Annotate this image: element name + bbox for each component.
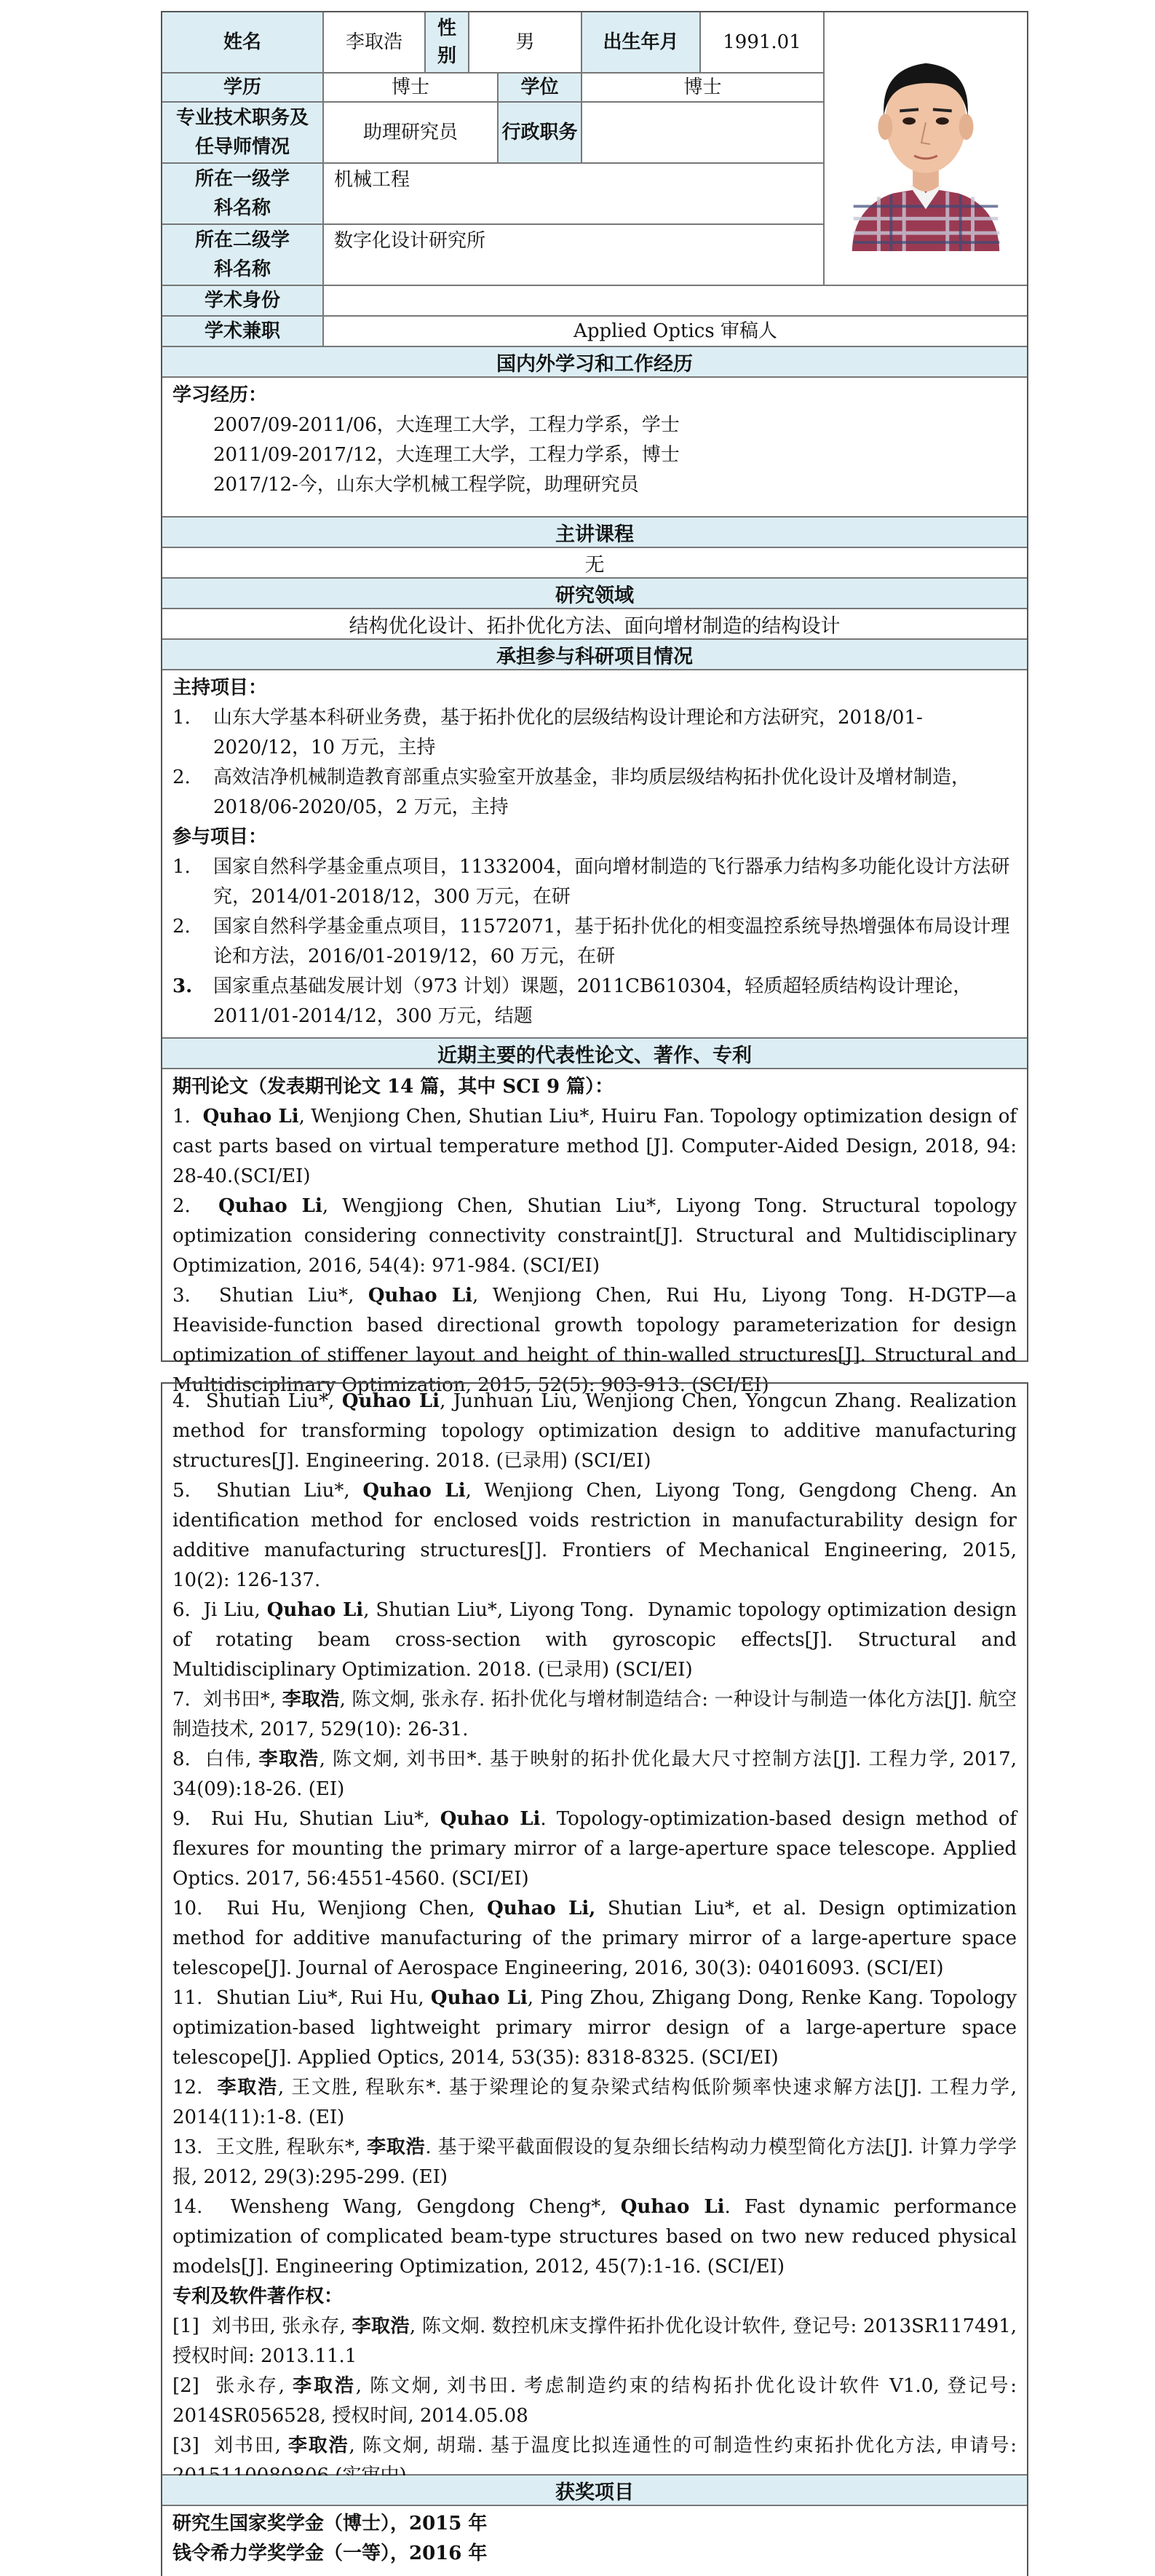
paper-item: 10. Rui Hu, Wenjiong Chen, Quhao Li, Shutian Liu*, et al. Design optimization method for additive manufacturing of the primary mirror of a large-aperture space telescope[J]. Journal of Aerospace Engineering, 2016, 30(3): 04016093. (SCI/EI): [172, 1898, 1017, 1979]
name-value: 李取浩: [322, 12, 424, 72]
birth-value: 1991.01: [699, 12, 823, 72]
experience-header: 国内外学习和工作经历: [162, 347, 1027, 378]
patent-item: [3] 刘书田, 李取浩, 陈文炯, 胡瑞. 基于温度比拟连通性的可制造性约束拓扑优化方法, 申请号:: [172, 2435, 1017, 2457]
paper-item: 7. 刘书田*, 李取浩, 陈文炯, 张永存. 拓扑优化与增材制造结合: 一种设计与制造一体化方法[J]. 航空制造技术, 2017, 529(10): 26-31.: [172, 1689, 1017, 1740]
join-projects-label: 参与项目：: [172, 826, 268, 848]
paper-item: 13. 王文胜, 程耿东*, 李取浩. 基于梁平截面假设的复杂细长结构动力模型简化方法[J]. 计算力学学报, 2012, 29(3):295-299. (EI): [172, 2136, 1017, 2188]
paper-item: 3. Shutian Liu*, Quhao Li, Wenjiong Chen, Rui Hu, Liyong Tong. H-DGTP—a Heaviside-function based directional growth topology parameterization for design optimization of stiffener layout and height of thin-walled structures[J]. Structural and Multidisciplinary Optimization, 2015, 52(5): 903-913. (SCI/EI): [172, 1285, 1017, 1396]
papers-section-page-2: [162, 1384, 1027, 2476]
discipline1-value: 机械工程: [322, 164, 823, 223]
paper-item: 5. Shutian Liu*, Quhao Li, Wenjiong Chen, Liyong Tong, Gengdong Cheng. An identification method for enclosed voids restriction in manufacturability design for additive manufacturing structures[J]. Frontiers of Mechanical Engineering, 2015, 10(2): 126-137.: [172, 1480, 1017, 1591]
admin-label: 行政职务: [497, 103, 581, 162]
projects-header: 承担参与科研项目情况: [162, 640, 1027, 670]
gender-label: 性别: [424, 12, 468, 72]
academic-post-label: 学术兼职: [162, 317, 322, 346]
academic-post-value: Applied Optics 审稿人: [322, 317, 1027, 346]
project-item: 1. 山东大学基本科研业务费，基于拓扑优化的层级结构设计理论和方法研究，2018/01-2020/12，10 万元，主持: [172, 707, 923, 758]
paper-item: 9. Rui Hu, Shutian Liu*, Quhao Li. Topology-optimization-based design method of flexures for mounting the primary mirror of a large-aperture space telescope. Applied Optics. 2017, 56:4551-4560. (SCI/EI): [172, 1808, 1017, 1890]
academic-status-label: 学术身份: [162, 286, 322, 315]
project-item: 2. 高效洁净机械制造教育部重点实验室开放基金，非均质层级结构拓扑优化设计及增材制造，2018/06-2020/05，2 万元，主持: [172, 766, 971, 818]
experience-item: 2011/09-2017/12，大连理工大学，工程力学系，博士: [213, 444, 680, 466]
birth-label: 出生年月: [581, 12, 699, 72]
degree-label: 学位: [497, 74, 581, 101]
patent-item: [2] 张永存, 李取浩, 陈文炯, 刘书田. 考虑制造约束的结构拓扑优化设计软件 V1.0, 登记号: 2014SR056528, 授权时间, 2014.05.08: [172, 2375, 1017, 2427]
papers-section-page-1: [162, 1069, 1027, 1396]
title-label: 专业技术职务及任导师情况: [162, 103, 322, 162]
courses-value: 无: [162, 548, 1027, 579]
paper-item: 6. Ji Liu, Quhao Li, Shutian Liu*, Liyong Tong．Dynamic topology optimization design of rotating beam cross-section with gyroscopic effects[J]. Structural and Multidisciplinary Optimization. 2018. (已录用) (SCI/EI): [172, 1599, 1017, 1681]
paper-item: 14. Wensheng Wang, Gengdong Cheng*, Quhao Li. Fast dynamic performance optimization of complicated beam-type structures based on two new reduced physical models[J]. Engineering Optimization, 2012, 45(7):1-16. (SCI/EI): [172, 2196, 1017, 2278]
experience-section: [162, 378, 1027, 518]
patents-label: 专利及软件著作权：: [172, 2286, 344, 2307]
paper-item: 12. 李取浩, 王文胜, 程耿东*. 基于梁理论的复杂梁式结构低阶频率快速求解方法[J]. 工程力学, 2014(11):1-8. (EI): [172, 2077, 1017, 2128]
patent-item: [1] 刘书田, 张永存, 李取浩, 陈文炯. 数控机床支撑件拓扑优化设计软件, 登记号: 2013SR117491, 授权时间: 2013.11.1: [172, 2315, 1017, 2367]
paper-item: 4. Shutian Liu*, Quhao Li, Junhuan Liu, Wenjiong Chen, Yongcun Zhang. Realization method for transforming topology optimization design to additive manufacturing structures[J]. Engineering. 2018. (已录用) (SCI/EI): [172, 1390, 1017, 1472]
discipline1-label: 所在一级学科名称: [162, 164, 322, 223]
education-label: 学历: [162, 74, 322, 101]
research-value: 结构优化设计、拓扑优化方法、面向增材制造的结构设计: [162, 609, 1027, 640]
paper-item: 1. Quhao Li, Wenjiong Chen, Shutian Liu*, Huiru Fan. Topology optimization design of cast parts based on virtual temperature method [J]. Computer-Aided Design, 2018, 94: 28-40.(SCI/EI): [172, 1106, 1017, 1187]
award-item: 钱令希力学奖学金（一等），2016 年: [172, 2543, 488, 2564]
person-photo: [825, 12, 1027, 285]
awards-section: [162, 2506, 1027, 2576]
project-item: 1. 国家自然科学基金重点项目，11332004，面向增材制造的飞行器承力结构多功能化设计方法研究，2014/01-2018/12，300 万元，在研: [172, 856, 1010, 908]
degree-value: 博士: [581, 74, 823, 101]
award-item: 研究生国家奖学金（博士），2015 年: [172, 2513, 488, 2535]
journal-papers-label: 期刊论文（发表期刊论文 14 篇，其中 SCI 9 篇）：: [172, 1076, 614, 1098]
papers-header: 近期主要的代表性论文、著作、专利: [162, 1039, 1027, 1069]
gender-value: 男: [468, 12, 581, 72]
awards-header: 获奖项目: [162, 2476, 1027, 2506]
row-academic-post: [162, 317, 1027, 347]
resume-table-page-1: [161, 11, 1028, 1396]
resume-table-page-2: [161, 1382, 1028, 2576]
academic-status-value: [322, 286, 1027, 315]
project-item: 3. 国家重点基础发展计划（973 计划）课题，2011CB610304，轻质超轻质结构设计理论，2011/01-2014/12，300 万元，结题: [172, 975, 972, 1027]
projects-section: [162, 670, 1027, 1039]
paper-item: 2. Quhao Li, Wengjiong Chen, Shutian Liu*, Liyong Tong. Structural topology optimization considering connectivity constraint[J]. Structural and Multidisciplinary Optimization, 2016, 54(4): 971-984. (SCI/EI): [172, 1195, 1017, 1277]
title-value: 助理研究员: [322, 103, 497, 162]
admin-value: [581, 103, 823, 162]
experience-item: 2017/12-今，山东大学机械工程学院，助理研究员: [213, 474, 639, 496]
research-header: 研究领域: [162, 579, 1027, 609]
project-item: 2. 国家自然科学基金重点项目，11572071，基于拓扑优化的相变温控系统导热增强体布局设计理论和方法，2016/01-2019/12，60 万元，在研: [172, 916, 1010, 967]
name-label: 姓名: [162, 12, 322, 72]
discipline2-value: 数字化设计研究所: [322, 225, 823, 285]
row-academic-status: [162, 286, 1027, 317]
education-value: 博士: [322, 74, 497, 101]
host-projects-label: 主持项目：: [172, 677, 268, 699]
experience-subtitle: 学习经历：: [172, 384, 268, 406]
paper-item: 11. Shutian Liu*, Rui Hu, Quhao Li, Ping Zhou, Zhigang Dong, Renke Kang. Topology optimization-based lightweight primary mirror design of a large-aperture space telescope[J]. Applied Optics, 2014, 53(35): 8318-8325. (SCI/EI): [172, 1987, 1017, 2069]
discipline2-label: 所在二级学科名称: [162, 225, 322, 285]
courses-header: 主讲课程: [162, 518, 1027, 548]
experience-item: 2007/09-2011/06，大连理工大学，工程力学系，学士: [213, 414, 680, 436]
photo-cell: [823, 12, 1027, 286]
paper-item: 8. 白伟, 李取浩, 陈文炯, 刘书田*. 基于映射的拓扑优化最大尺寸控制方法[J]. 工程力学, 2017, 34(09):18-26. (EI): [172, 1748, 1017, 1800]
